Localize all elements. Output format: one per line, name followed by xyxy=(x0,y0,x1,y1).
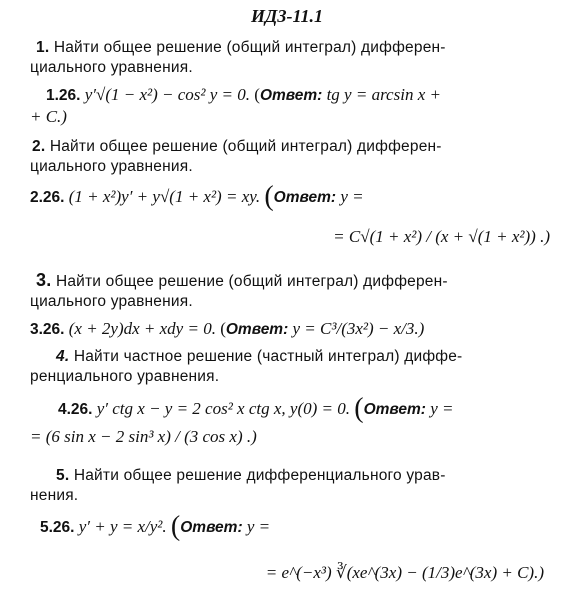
problem-2-26-answer-line2: = C√(1 + x²) / (x + √(1 + x²)) .) xyxy=(333,227,550,246)
task-4-line2: ренциального уравнения. xyxy=(30,368,220,385)
problem-4-26-number: 4.26. xyxy=(58,401,93,418)
task-5-line1: Найти общее решение дифференциального урав- xyxy=(73,467,446,484)
problem-5-26-equation: y′ + y = x/y². xyxy=(78,517,167,536)
problem-2-26-equation: (1 + x²)y′ + y√(1 + x²) = xy. xyxy=(68,187,261,206)
problem-3-26-answer-line1: y = C³/(3x²) − x/3.) xyxy=(292,319,425,338)
problem-2-26: 2.26. (1 + x²)y′ + y√(1 + x²) = xy. (Ответ: y = xyxy=(30,181,364,212)
problem-1-26-answer-line2: + C.) xyxy=(30,107,67,126)
problem-2-26-answer-line1: y = xyxy=(340,187,364,206)
task-3-number: 3. xyxy=(36,270,52,290)
problem-3-26-number: 3.26. xyxy=(30,321,65,338)
task-4-statement xyxy=(30,347,550,387)
task-1-number: 1. xyxy=(36,39,50,56)
task-5-line2: нения. xyxy=(30,487,79,504)
task-4-number: 4. xyxy=(56,348,70,365)
problem-1-26-answer-label: Ответ: xyxy=(259,87,323,104)
task-4-line1: Найти частное решение (частный интеграл) диффе- xyxy=(73,348,463,365)
problem-5-26-answer-line1: y = xyxy=(246,517,271,536)
problem-5-26-answer-line2: = e^(−x³) ∛(xe^(3x) − (1/3)e^(3x) + C).) xyxy=(265,563,544,582)
problem-2-26-answer-label: Ответ: xyxy=(273,189,337,206)
task-1-statement xyxy=(30,38,550,78)
problem-1-26-answer-line1: tg y = arcsin x + xyxy=(326,85,441,104)
problem-3-26-equation: (x + 2y)dx + xdy = 0. xyxy=(68,319,216,338)
task-2-number: 2. xyxy=(32,138,46,155)
task-5-statement xyxy=(30,466,550,506)
problem-1-26-number: 1.26. xyxy=(46,87,81,104)
task-1-line2: циального уравнения. xyxy=(30,59,193,76)
problem-4-26-equation: y′ ctg x − y = 2 cos² x ctg x, y(0) = 0. xyxy=(96,399,351,418)
problem-4-26-answer-line2: = (6 sin x − 2 sin³ x) / (3 cos x) .) xyxy=(30,427,257,446)
problem-1-26: 1.26. y′√(1 − x²) − cos² y = 0. (Ответ: tg y = arcsin x + xyxy=(46,85,441,104)
task-1-line1: Найти общее решение (общий интеграл) дифферен- xyxy=(53,39,446,56)
problem-2-26-number: 2.26. xyxy=(30,189,65,206)
problem-5-26: 5.26. y′ + y = x/y². (Ответ: y = xyxy=(40,511,271,542)
problem-5-26-number: 5.26. xyxy=(40,519,75,536)
task-5-number: 5. xyxy=(56,467,70,484)
problem-3-26: 3.26. (x + 2y)dx + xdy = 0. (Ответ: y = C³/(3x²) − x/3.) xyxy=(30,319,425,338)
problem-4-26: 4.26. y′ ctg x − y = 2 cos² x ctg x, y(0) = 0. (Ответ: y = xyxy=(58,393,454,424)
problem-4-26-answer-label: Ответ: xyxy=(363,401,426,418)
task-3-line1: Найти общее решение (общий интеграл) дифферен- xyxy=(55,273,448,290)
task-3-line2: циального уравнения. xyxy=(30,293,193,310)
problem-5-26-answer-label: Ответ: xyxy=(180,519,243,536)
problem-3-26-answer-label: Ответ: xyxy=(225,321,289,338)
task-2-line1: Найти общее решение (общий интеграл) дифферен- xyxy=(49,138,442,155)
problem-1-26-equation: y′√(1 − x²) − cos² y = 0. xyxy=(84,85,251,104)
task-2-statement xyxy=(30,137,550,177)
task-2-line2: циального уравнения. xyxy=(30,158,193,175)
task-3-statement xyxy=(30,270,550,312)
problem-4-26-answer-line1: y = xyxy=(430,399,454,418)
page-title: ИДЗ-11.1 xyxy=(251,6,323,26)
